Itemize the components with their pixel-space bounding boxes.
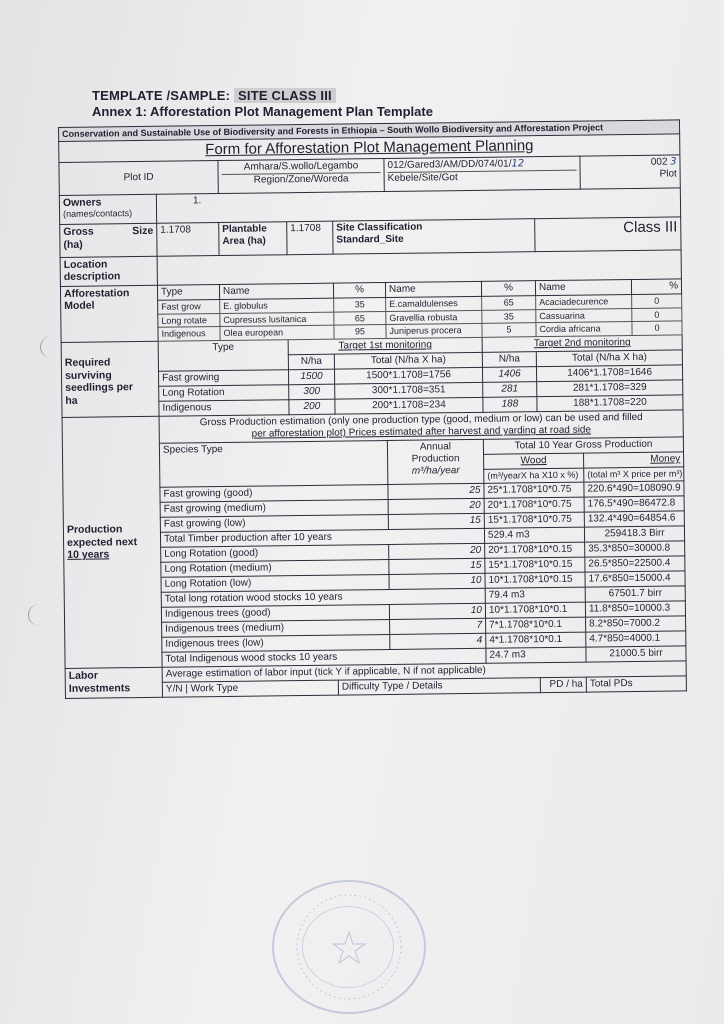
production-total-label: Total long rotation wood stocks 10 years bbox=[161, 588, 485, 607]
nha-header: N/ha bbox=[288, 354, 334, 370]
species-name: Olea european bbox=[220, 326, 334, 341]
target-first-monitoring: Target 1st monitoring bbox=[288, 338, 482, 355]
investments-label: Investments bbox=[68, 681, 131, 695]
species-pct: 95 bbox=[334, 325, 386, 339]
nha-header: N/ha bbox=[482, 352, 536, 368]
surviving-type: Indigenous bbox=[159, 400, 289, 417]
wood-value: 25*1.1708*10*0.75 bbox=[484, 482, 584, 498]
species-name: Cassuarina bbox=[536, 308, 632, 323]
plot-id-label: Plot ID bbox=[59, 160, 218, 195]
species-name: E. globulus bbox=[220, 298, 334, 313]
ten-years-label: 10 years bbox=[67, 548, 110, 562]
production-label-cell bbox=[62, 416, 162, 668]
total-header: Total (N/ha X ha) bbox=[536, 350, 682, 367]
production-type: Long Rotation (good) bbox=[161, 544, 389, 562]
species-pct: 0 bbox=[632, 307, 682, 321]
template-heading bbox=[92, 88, 336, 103]
production-note-line1: Gross Production estimation (only one production type (good, medium or low) can be used and filled bbox=[199, 412, 643, 429]
location-label-cell bbox=[60, 256, 157, 286]
pd-ha-header: PD / ha bbox=[540, 677, 586, 693]
annual-value: 15 bbox=[389, 558, 485, 574]
afforestation-pct-header: % bbox=[481, 280, 535, 296]
site-classification-label: Site Classification bbox=[336, 221, 423, 234]
plot-number-cell bbox=[580, 155, 681, 189]
second-nha: 281 bbox=[483, 382, 537, 398]
surviving-label-cell bbox=[61, 341, 159, 417]
money-total: 67501.7 birr bbox=[585, 586, 685, 602]
wood-value: 10*1.1708*10*0.15 bbox=[485, 572, 585, 588]
second-nha: 188 bbox=[483, 397, 537, 413]
afforestation-model-label: Model bbox=[64, 299, 95, 313]
afforestation-label-cell bbox=[60, 285, 158, 343]
money-value: 11.8*850=10000.3 bbox=[585, 601, 685, 617]
production-label: Production bbox=[66, 523, 123, 537]
species-pct: 5 bbox=[482, 323, 536, 337]
punch-hole-mark bbox=[40, 336, 63, 358]
money-value: 220.6*490=108090.9 bbox=[584, 481, 684, 497]
gross-size-label-cell bbox=[60, 223, 157, 257]
production-type: Long Rotation (low) bbox=[161, 574, 389, 592]
owners-sub-label: (names/contacts) bbox=[63, 208, 133, 220]
plot-number-handwritten: 3 bbox=[670, 156, 677, 168]
expected-next-label: expected next bbox=[67, 535, 138, 549]
surviving-label: surviving bbox=[64, 369, 112, 382]
afforestation-type: Indigenous bbox=[158, 327, 220, 342]
wood-total: 79.4 m3 bbox=[485, 587, 585, 603]
species-name: Cupresuss lusitanica bbox=[220, 312, 334, 327]
plantable-area-label: Area (ha) bbox=[222, 235, 266, 247]
stamp-pattern bbox=[274, 882, 424, 1012]
annual-value: 25 bbox=[388, 483, 484, 499]
species-name: Juniperus procera bbox=[386, 324, 482, 339]
production-type: Indigenous trees (medium) bbox=[162, 619, 390, 637]
second-total: 188*1.1708=220 bbox=[537, 395, 683, 412]
afforestation-pct-header: % bbox=[333, 282, 385, 298]
species-name: E.camaldulenses bbox=[386, 296, 482, 311]
size-label: Size bbox=[132, 224, 154, 237]
site-class-label: SITE CLASS III bbox=[234, 88, 336, 103]
money-value: 35.3*850=30000.8 bbox=[585, 541, 685, 557]
first-nha: 200 bbox=[289, 399, 335, 415]
first-total: 200*1.1708=234 bbox=[335, 398, 483, 415]
annual-value: 4 bbox=[390, 633, 486, 649]
money-header: Money bbox=[584, 452, 684, 468]
labor-label-cell bbox=[65, 667, 162, 698]
first-total: 1500*1.1708=1756 bbox=[334, 368, 482, 385]
gross-unit-label: (ha) bbox=[63, 238, 83, 251]
production-type: Fast growing (low) bbox=[160, 514, 388, 532]
annex-title: Annex 1: Afforestation Plot Management Plan Template bbox=[92, 104, 433, 119]
production-type: Long Rotation (medium) bbox=[161, 559, 389, 577]
official-stamp bbox=[272, 880, 426, 1014]
wood-value: 7*1.1708*10*0.1 bbox=[486, 617, 586, 633]
money-total: 21000.5 birr bbox=[586, 646, 686, 662]
species-pct: 65 bbox=[482, 295, 536, 309]
money-value: 176.5*490=86472.8 bbox=[584, 496, 684, 512]
production-type: Indigenous trees (good) bbox=[161, 604, 389, 622]
annual-value: 10 bbox=[389, 603, 485, 619]
site-class-value: Class III bbox=[535, 217, 682, 252]
kebele-cell bbox=[384, 156, 580, 191]
wood-value: 20*1.1708*10*0.15 bbox=[485, 542, 585, 558]
difficulty-header: Difficulty Type / Details bbox=[338, 678, 540, 695]
annual-value: 15 bbox=[388, 513, 484, 529]
target-second-monitoring: Target 2nd monitoring bbox=[482, 335, 682, 352]
region-label: Region/Zone/Woreda bbox=[222, 172, 381, 187]
annual-value: 20 bbox=[389, 543, 485, 559]
afforestation-name-header: Name bbox=[219, 283, 333, 299]
money-value: 4.7*850=4000.1 bbox=[586, 631, 686, 647]
plantable-label: Plantable bbox=[222, 223, 267, 235]
surviving-type-header: Type bbox=[158, 340, 288, 372]
gross-size-value: 1.1708 bbox=[157, 222, 219, 256]
species-pct: 0 bbox=[632, 294, 682, 308]
annual-value: 7 bbox=[390, 618, 486, 634]
money-formula: (total m³ X price per m³) bbox=[584, 467, 684, 482]
total-pds-header: Total PDs bbox=[586, 676, 686, 692]
second-nha: 1406 bbox=[482, 367, 536, 383]
production-note-line2: per afforestation plot) Prices estimated after harvest and yarding at road side bbox=[251, 424, 592, 440]
punch-hole-mark bbox=[28, 604, 51, 626]
required-label: Required bbox=[64, 356, 111, 370]
production-type: Fast growing (medium) bbox=[160, 499, 388, 517]
first-total: 300*1.1708=351 bbox=[335, 383, 483, 400]
production-total-label: Total Timber production after 10 years bbox=[160, 528, 484, 547]
money-value: 17.6*850=15000.4 bbox=[585, 571, 685, 587]
money-total: 259418.3 Birr bbox=[584, 526, 684, 542]
surviving-type: Long Rotation bbox=[159, 385, 289, 402]
form-table bbox=[58, 119, 687, 699]
annual-value: 10 bbox=[389, 573, 485, 589]
labor-label: Labor bbox=[68, 669, 98, 682]
plot-number-value: 002 bbox=[650, 156, 668, 168]
ha-label: ha bbox=[65, 394, 78, 407]
annual-production-header bbox=[387, 440, 484, 485]
afforestation-type: Long rotate bbox=[158, 313, 220, 328]
owners-label-cell bbox=[59, 194, 156, 224]
money-value: 132.4*490=64854.6 bbox=[584, 511, 684, 527]
afforestation-type: Fast grow bbox=[158, 299, 220, 314]
production-type: Fast growing (good) bbox=[160, 484, 388, 502]
standard-site-label: Standard_Site bbox=[336, 233, 404, 246]
kebele-label: Kebele/Site/Got bbox=[388, 169, 577, 184]
first-nha: 1500 bbox=[288, 369, 334, 385]
afforestation-name-header: Name bbox=[385, 281, 481, 297]
location-label: Location bbox=[63, 258, 108, 271]
production-type: Indigenous trees (low) bbox=[162, 634, 390, 652]
wood-formula: (m³/yearX ha X10 x %) bbox=[484, 468, 584, 483]
afforestation-name-header: Name bbox=[535, 279, 631, 295]
afforestation-label: Afforestation bbox=[63, 286, 130, 300]
production-label: Production bbox=[411, 453, 460, 465]
money-value: 26.5*850=22500.4 bbox=[585, 556, 685, 572]
annual-value: 20 bbox=[388, 498, 484, 514]
species-name: Gravellia robusta bbox=[386, 310, 482, 325]
total-header: Total (N/ha X ha) bbox=[334, 353, 482, 370]
site-class-cell bbox=[333, 218, 535, 253]
wood-value: 15*1.1708*10*0.15 bbox=[485, 557, 585, 573]
template-label: TEMPLATE /SAMPLE: bbox=[92, 88, 231, 103]
plantable-area-value: 1.1708 bbox=[287, 221, 333, 255]
gross-label: Gross bbox=[63, 225, 94, 238]
plan-form bbox=[58, 119, 686, 699]
plantable-area-cell bbox=[219, 222, 287, 256]
owners-value: 1. bbox=[156, 188, 680, 223]
work-type-header: Work Type bbox=[190, 682, 239, 695]
afforestation-pct-header: % bbox=[631, 279, 681, 295]
surviving-type: Fast growing bbox=[158, 370, 288, 387]
wood-total: 529.4 m3 bbox=[484, 527, 584, 543]
production-total-label: Total Indigenous wood stocks 10 years bbox=[162, 648, 486, 667]
annual-unit: m³/ha/year bbox=[411, 465, 460, 477]
form-title: Form for Afforestation Plot Management Planning bbox=[59, 134, 680, 163]
wood-value: 4*1.1708*10*0.1 bbox=[486, 632, 586, 648]
afforestation-type-header: Type bbox=[157, 284, 219, 300]
wood-header: Wood bbox=[484, 453, 584, 469]
region-cell bbox=[218, 158, 384, 193]
wood-total: 24.7 m3 bbox=[486, 647, 586, 663]
wood-value: 15*1.1708*10*0.75 bbox=[484, 512, 584, 528]
first-nha: 300 bbox=[289, 384, 335, 400]
location-description-label: description bbox=[63, 270, 121, 284]
species-type-header: Species Type bbox=[159, 441, 388, 488]
wood-value: 20*1.1708*10*0.75 bbox=[484, 497, 584, 513]
species-name: Acaciadecurence bbox=[536, 294, 632, 309]
kebele-value: 012/Gared3/AM/DD/074/01/ bbox=[387, 158, 512, 171]
owners-label: Owners bbox=[62, 196, 102, 209]
labor-type-cell: Y/N | Work Type bbox=[162, 680, 338, 697]
annual-label: Annual bbox=[419, 441, 452, 453]
species-pct: 35 bbox=[482, 309, 536, 323]
region-value: Amhara/S.wollo/Legambo bbox=[243, 160, 359, 173]
seedlings-per-label: seedlings per bbox=[65, 381, 133, 395]
project-line: Conservation and Sustainable Use of Biodiversity and Forests in Ethiopia – South Wollo Biodiversity and Afforestation Project bbox=[59, 120, 680, 141]
money-value: 8.2*850=7000.2 bbox=[586, 616, 686, 632]
second-total: 281*1.1708=329 bbox=[537, 380, 683, 397]
kebele-handwritten: 12 bbox=[511, 158, 525, 170]
second-total: 1406*1.1708=1646 bbox=[536, 365, 682, 382]
species-name: Cordia africana bbox=[536, 322, 632, 337]
yn-header: Y/N bbox=[165, 683, 183, 695]
wood-value: 10*1.1708*10*0.1 bbox=[485, 602, 585, 618]
labor-average-note: Average estimation of labor input (tick Y if applicable, N if not applicable) bbox=[162, 661, 686, 682]
species-pct: 0 bbox=[632, 321, 682, 335]
species-pct: 65 bbox=[334, 311, 386, 325]
species-pct: 35 bbox=[334, 297, 386, 311]
plot-number-label: Plot bbox=[659, 168, 677, 180]
total-ten-year-header: Total 10 Year Gross Production bbox=[483, 437, 683, 454]
